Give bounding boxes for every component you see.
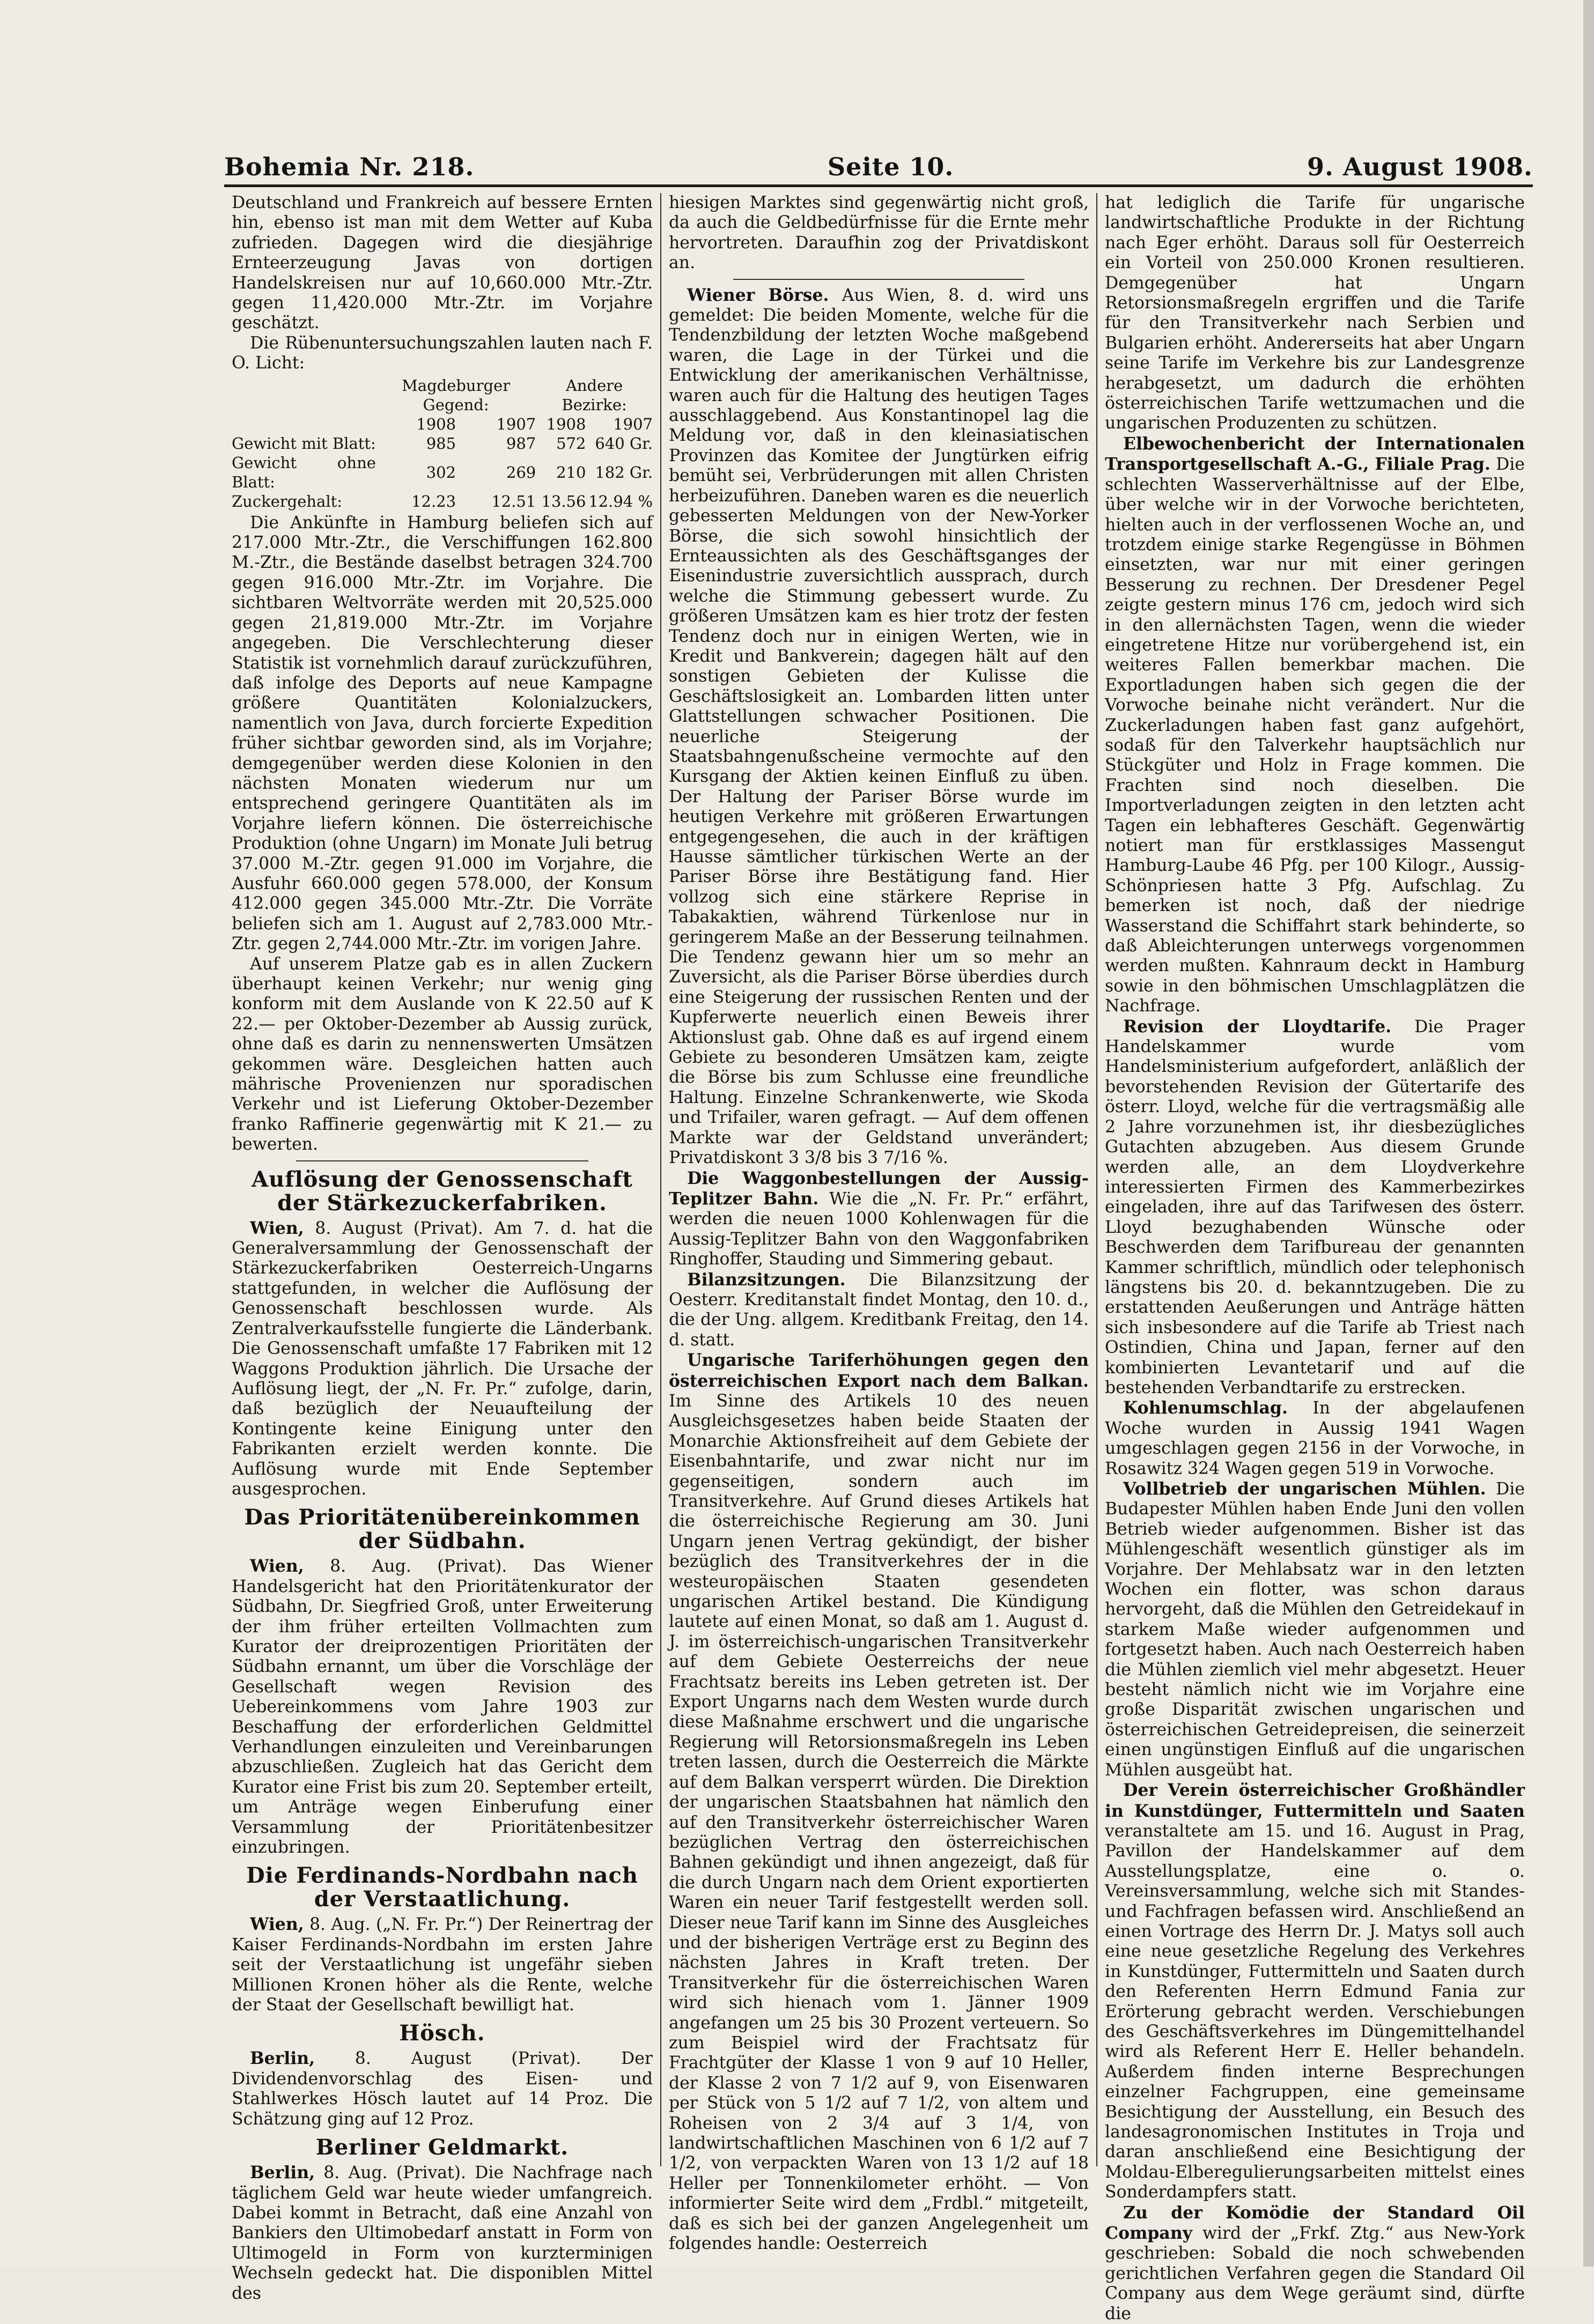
paragraph: Der Verein österreichischer Großhändler in Kunstdünger, Futtermitteln und Saaten veranstaltete am 15. und 16. August in Prag, Pavillon der Handelskammer auf dem Ausstellungsplatze, eine o. o. Vereinsversammlung, welche sich mit Standes- und Fachfragen befassen wird. Anschließend an einen Vortrage des Herrn Dr. J. Matys soll auch eine neue gesetzliche Regelung des Verkehres in Kunstdünger, Futtermitteln und Saaten durch den Referenten Herrn Edmund Fania zur Erörterung gebracht werden. Verschiebungen des Geschäftsverkehres im Düngemittelhandel wird als Referent Herr E. Heller behandeln. Außerdem finden interne Besprechungen einzelner Fachgruppen, eine gemeinsame Besichtigung der Ausstellung, ein Besuch des landesagronomischen Institutes in Troja und daran anschließend eine Besichtigung der Moldau-Elberegulierungsarbeiten mittelst eines Sonderdampfers statt.: [1105, 1780, 1525, 2202]
paragraph: hiesigen Marktes sind gegenwärtig nicht groß, da auch die Geldbedürfnisse für die Ernte mehr hervortreten. Daraufhin zog der Privatdiskont an.: [669, 193, 1089, 273]
paragraph: Die Ankünfte in Hamburg beliefen sich auf 217.000 Mtr.-Ztr., die Verschiffungen 162.800 M.-Ztr., die Bestände daselbst betragen 324.700 gegen 916.000 Mtr.-Ztr. im Vorjahre. Die sichtbaren Weltvorräte werden mit 20,525.000 gegen 21,819.000 Mtr.-Ztr. im Vorjahre angegeben. Die Verschlechterung dieser Statistik ist vornehmlich darauf zurückzuführen, daß infolge des Deports auf neue Kampagne größere Quantitäten Kolonialzuckers, namentlich von Java, durch forcierte Expedition früher sichtbar geworden sind, als im Vorjahre; demgegenüber werden diese Kolonien in den nächsten Monaten wiederum nur um entsprechend geringere Quantitäten als im Vorjahre liefern können. Die österreichische Produktion (ohne Ungarn) im Monate Juli betrug 37.000 M.-Ztr. gegen 91.000 im Vorjahre, die Ausfuhr 660.000 gegen 578.000, der Konsum 412.000 gegen 345.000 Mtr.-Ztr. Die Vorräte beliefen sich am 1. August auf 2,783.000 Mtr.-Ztr. gegen 2,744.000 Mtr.-Ztr. im vorigen Jahre.: [232, 513, 653, 954]
dateline: Wiener Börse.: [687, 285, 829, 305]
header-rule: [224, 184, 1533, 187]
dateline: Wien,: [250, 1914, 304, 1935]
article-heading: Die Ferdinands-Nordbahn nach der Verstaatlichung.: [246, 1863, 639, 1912]
column-2: [660, 193, 1096, 2254]
header-date: 9. August 1908.: [1307, 152, 1533, 181]
dateline: Berlin,: [250, 2163, 315, 2183]
paragraph: Berlin, 8. Aug. (Privat). Die Nachfrage nach täglichem Geld war heute wieder umfangreich. Dabei kommt in Betracht, daß eine Anzahl von Bankiers den Ultimobedarf anstatt in Form von Ultimogeld in Form von kurzterminigen Wechseln gedeckt hat. Die disponiblen Mittel des: [232, 2163, 653, 2303]
article-heading: Hösch.: [399, 2020, 485, 2046]
dateline: Wien,: [250, 1218, 304, 1238]
paragraph: Kohlenumschlag. In der abgelaufenen Woche wurden in Aussig 1941 Wagen umgeschlagen gegen 2156 in der Vorwoche, in Rosawitz 324 Wagen gegen 519 in Vorwoche.: [1105, 1398, 1525, 1478]
section-divider: [296, 1160, 588, 1161]
article-heading: Auflösung der Genossenschaft der Stärkezuckerfabriken.: [252, 1166, 633, 1216]
dateline: Revision der Lloydtarife.: [1123, 1016, 1392, 1037]
dateline: Kohlenumschlag.: [1123, 1398, 1288, 1418]
header-issue: Bohemia Nr. 218.: [224, 152, 475, 181]
paragraph: Elbewochenbericht der Internationalen Transportgesellschaft A.-G., Filiale Prag. Die schlechten Wasserverhältnisse auf der Elbe, über welche wir in der Vorwoche berichteten, hielten auch in der verflossenen Woche an, und trotzdem einige starke Regengüsse in Böhmen einsetzten, war nur mit einer geringen Besserung zu rechnen. Der Dresdener Pegel zeigte gestern minus 176 cm, jedoch wird sich in den allernächsten Tagen, wenn die wieder eingetretene Hitze nur vorübergehend ist, ein weiteres Fallen bemerkbar machen. Die Exportladungen haben sich gegen die der Vorwoche beinahe nicht verändert. Nur die Zuckerladungen haben fast ganz aufgehört, sodaß für den Talverkehr hauptsächlich nur Stückgüter und Holz in Frage kommen. Die Frachten sind noch dieselben. Die Importverladungen zeigten in den letzten acht Tagen ein lebhafteres Geschäft. Gegenwärtig notiert man für erstklassiges Massengut Hamburg-Laube 46 Pfg. per 100 Kilogr., Aussig-Schönpriesen hatte 3 Pfg. Aufschlag. Zu bemerken ist noch, daß der niedrige Wasserstand die Schiffahrt stark behinderte, so daß Ableichterungen unterwegs vorgenommen werden mußten. Kahnraum deckt in Hamburg sowie in den böhmischen Umschlagplätzen die Nachfrage.: [1105, 433, 1525, 1016]
dateline: Wien,: [250, 1556, 304, 1577]
paragraph: Wien, 8. Aug. (Privat). Das Wiener Handelsgericht hat den Prioritätenkurator der Südbahn, Dr. Siegfried Groß, unter Erweiterung der ihm früher erteilten Vollmachten zum Kurator der dreiprozentigen Prioritäten der Südbahn ernannt, um über die Vorschläge der Gesellschaft wegen Revision des Uebereinkommens vom Jahre 1903 zur Beschaffung der erforderlichen Geldmittel Verhandlungen einzuleiten und Vereinbarungen abzuschließen. Zugleich hat das Gericht dem Kurator eine Frist bis zum 20. September erteilt, um Anträge wegen Einberufung einer Versammlung der Prioritätenbesitzer einzubringen.: [232, 1556, 653, 1857]
section-divider: [733, 279, 1024, 280]
dateline: Vollbetrieb der ungarischen Mühlen.: [1123, 1479, 1486, 1499]
paragraph: Die Waggonbestellungen der Aussig-Teplitzer Bahn. Wie die „N. Fr. Pr.“ erfährt, werden die neuen 1000 Kohlenwagen für die Aussig-Teplitzer Bahn von den Waggonfabriken Ringhoffer, Stauding und Simmering gebaut.: [669, 1168, 1089, 1269]
paragraph: Wien, 8. Aug. („N. Fr. Pr.“) Der Reinertrag der Kaiser Ferdinands-Nordbahn im ersten Jahre seit der Verstaatlichung ist ungefähr sieben Millionen Kronen höher als die Rente, welche der Staat der Gesellschaft bewilligt hat.: [232, 1914, 653, 2015]
dateline: Die Waggonbestellungen der Aussig-Teplitzer Bahn.: [669, 1168, 1089, 1209]
column-3: [1096, 193, 1532, 2323]
dateline: Berlin,: [250, 2048, 315, 2069]
table-row: Gewicht ohne Blatt: 302 269 210 182 Gr.: [232, 453, 653, 491]
paragraph: Die Rübenuntersuchungszahlen lauten nach F. O. Licht:: [232, 333, 653, 373]
dateline: Bilanzsitzungen.: [687, 1269, 846, 1290]
dateline: Elbewochenbericht der Internationalen Transportgesellschaft A.-G., Filiale Prag.: [1105, 433, 1525, 475]
paragraph: Berlin, 8. August (Privat). Der Dividendenvorschlag des Eisen- und Stahlwerkes Hösch lautet auf 14 Proz. Die Schätzung ging auf 12 Proz.: [232, 2048, 653, 2129]
table-header-row: 1908 1907 1908 1907: [416, 415, 653, 433]
article-heading: Das Prioritätenübereinkommen der Südbahn.: [244, 1505, 640, 1554]
table-row: Gewicht mit Blatt: 985 987 572 640 Gr.: [232, 434, 653, 453]
page-header: [224, 144, 1533, 181]
table-header-row: Magdeburger Gegend: Andere Bezirke:: [402, 376, 627, 414]
paragraph: Deutschland und Frankreich auf bessere Ernten hin, ebenso ist man mit dem Wetter auf Kuba zufrieden. Dagegen wird die diesjährige Ernteerzeugung Javas von dortigen Handelskreisen nur auf 10,660.000 Mtr.-Ztr. gegen 11,420.000 Mtr.-Ztr. im Vorjahre geschätzt.: [232, 193, 653, 333]
page-edge: [1583, 0, 1594, 2267]
paragraph: hat lediglich die Tarife für ungarische landwirtschaftliche Produkte in der Richtung nach Eger erhöht. Daraus soll für Oesterreich ein Vorteil von 250.000 Kronen resultieren. Demgegenüber hat Ungarn Retorsionsmaßregeln ergriffen und die Tarife für den Transitverkehr nach Serbien und Bulgarien erhöht. Andererseits hat aber Ungarn seine Tarife im Verkehre bis zur Landesgrenze herabgesetzt, um dadurch die erhöhten österreichischen Tarife wettzumachen und die ungarischen Produzenten zu schützen.: [1105, 193, 1525, 433]
paragraph: Auf unserem Platze gab es in allen Zuckern überhaupt keinen Verkehr; nur wenig ging konform mit dem Auslande von K 22.50 auf K 22.— per Oktober-Dezember ab Aussig zurück, ohne daß es darin zu nennenswerten Umsätzen gekommen wäre. Desgleichen hatten auch mährische Provenienzen nur sporadischen Verkehr und ist Lieferung Oktober-Dezember franko Raffinerie gegenwärtig mit K 21.— zu bewerten.: [232, 954, 653, 1154]
paragraph: Wiener Börse. Aus Wien, 8. d. wird uns gemeldet: Die beiden Momente, welche für die Tendenzbildung der letzten Woche maßgebend waren, die Lage in der Türkei und die Entwicklung der amerikanischen Verhältnisse, waren auch für die Haltung des heutigen Tages ausschlaggebend. Aus Konstantinopel lag die Meldung vor, daß in den kleinasiatischen Provinzen das Komitee der Jungtürken eifrig bemüht sei, Verbrüderungen mit allen Christen herbeizuführen. Daneben waren es die neuerlich gebesserten Meldungen von der New-Yorker Börse, die sich sowohl hinsichtlich der Ernteaussichten als des Geschäftsganges der Eisenindustrie zuversichtlich aussprach, durch welche die Stimmung gebessert wurde. Zu größeren Umsätzen kam es hier trotz der festen Tendenz doch nur in einigen Werten, wie in Kredit und Bankverein; dagegen hält auf den sonstigen Gebieten der Kulisse die Geschäftslosigkeit an. Lombarden litten unter Glattstellungen schwacher Positionen. Die neuerliche Steigerung der Staatsbahngenußscheine vermochte auf den Kursgang der Aktien keinen Einfluß zu üben. Der Haltung der Pariser Börse wurde im heutigen Verkehre mit größeren Erwartungen entgegengesehen, die auch in der kräftigen Hausse sämtlicher türkischen Werte an der Pariser Börse ihre Bestätigung fand. Hier vollzog sich eine stärkere Reprise in Tabakaktien, während Türkenlose nur in geringerem Maße an der Besserung teilnahmen. Die Tendenz gewann hier um so mehr an Zuversicht, als die Pariser Börse überdies durch eine Steigerung der russischen Renten und der Kupferwerte neuerlich einen Beweis ihrer Aktionslust gab. Ohne daß es auf irgend einem Gebiete zu besonderen Umsätzen kam, zeigte die Börse bis zum Schlusse eine freundliche Haltung. Einzelne Schrankenwerte, wie Skoda und Trifailer, waren gefragt. — Auf dem offenen Markte war der Geldstand unverändert; Privatdiskont 3 3/8 bis 3 7/16 %.: [669, 285, 1089, 1168]
header-page-number: Seite 10.: [827, 152, 954, 181]
paragraph: Vollbetrieb der ungarischen Mühlen. Die Budapester Mühlen haben Ende Juni den vollen Betrieb wieder aufgenommen. Bisher ist das Mühlengeschäft wesentlich günstiger als im Vorjahre. Der Mehlabsatz war in den letzten Wochen ein flotter, was schon daraus hervorgeht, daß die Mühlen den Getreidekauf in starkem Maße wieder aufgenommen und fortgesetzt haben. Auch nach Oesterreich haben die Mühlen ziemlich viel mehr abgesetzt. Heuer besteht nämlich nicht wie im Vorjahre eine große Disparität zwischen ungarischen und österreichischen Getreidepreisen, die seinerzeit einen ungünstigen Einfluß auf die ungarischen Mühlen ausgeübt hat.: [1105, 1479, 1525, 1780]
table-row: Zuckergehalt: 12.23 12.51 13.56 12.94 %: [232, 492, 653, 510]
dateline: Zu der Komödie der Standard Oil Company: [1105, 2202, 1525, 2244]
beet-statistics-table: [232, 376, 653, 511]
article-columns: [224, 193, 1533, 2323]
paragraph: Wien, 8. August (Privat). Am 7. d. hat die Generalversammlung der Genossenschaft der Stärkezuckerfabriken Oesterreich-Ungarns stattgefunden, in welcher die Auflösung der Genossenschaft beschlossen wurde. Als Zentralverkaufsstelle fungierte die Länderbank. Die Genossenschaft umfaßte 17 Fabriken mit 12 Waggons Produktion jährlich. Die Ursache der Auflösung liegt, der „N. Fr. Pr.“ zufolge, darin, daß bezüglich der Neuaufteilung der Kontingente keine Einigung unter den Fabrikanten erzielt werden konnte. Die Auflösung wurde mit Ende September ausgesprochen.: [232, 1218, 653, 1499]
column-1: [224, 193, 660, 2303]
article-heading: Berliner Geldmarkt.: [315, 2135, 569, 2160]
dateline: Ungarische Tariferhöhungen gegen den österreichischen Export nach dem Balkan.: [669, 1350, 1089, 1391]
paragraph: Ungarische Tariferhöhungen gegen den österreichischen Export nach dem Balkan. Im Sinne des Artikels 10 des neuen Ausgleichsgesetzes haben beide Staaten der Monarchie Aktionsfreiheit auf dem Gebiete der Eisenbahntarife, und zwar nicht nur im gegenseitigen, sondern auch im Transitverkehre. Auf Grund dieses Artikels hat die österreichische Regierung am 30. Juni Ungarn jenen Vertrag gekündigt, der bisher bezüglich des Transitverkehres der in die westeuropäischen Staaten gesendeten ungarischen Artikel bestand. Die Kündigung lautete auf einen Monat, so daß am 1. August d. J. im österreichisch-ungarischen Transitverkehr auf dem Gebiete Oesterreichs der neue Frachtsatz bereits ins Leben getreten ist. Der Export Ungarns nach dem Westen wurde durch diese Maßnahme erschwert und die ungarische Regierung will Retorsionsmaßregeln ins Leben treten lassen, durch die Oesterreich die Märkte auf dem Balkan versperrt würden. Die Direktion der ungarischen Staatsbahnen hat nämlich den auf den Transitverkehr österreichischer Waren bezüglichen Vertrag den österreichischen Bahnen gekündigt und ihnen angezeigt, daß für die durch Ungarn nach dem Orient exportierten Waren ein neuer Tarif festgestellt werden soll. Dieser neue Tarif kann im Sinne des Ausgleiches und der bisherigen Verträge erst zu Beginn des nächsten Jahres in Kraft treten. Der Transitverkehr für die österreichischen Waren wird sich hienach vom 1. Jänner 1909 angefangen um 25 bis 30 Prozent verteuern. So zum Beispiel wird der Frachtsatz für Frachtgüter der Klasse 1 von 9 auf 10 Heller, der Klasse 2 von 7 1/2 auf 9, von Eisenwaren per Stück von 5 1/2 auf 7 1/2, von altem und Roheisen von 2 3/4 auf 3 1/4, von landwirtschaftlichen Maschinen von 6 1/2 auf 7 1/2, von verpackten Waren von 13 1/2 auf 18 Heller per Tonnenkilometer erhöht. — Von informierter Seite wird dem „Frdbl.“ mitgeteilt, daß es sich bei der ganzen Angelegenheit um folgendes handle: Oesterreich: [669, 1350, 1089, 2254]
paragraph: Bilanzsitzungen. Die Bilanzsitzung der Oesterr. Kreditanstalt findet Montag, den 10. d., die der Ung. allgem. Kreditbank Freitag, den 14. d. statt.: [669, 1269, 1089, 1350]
paragraph: Zu der Komödie der Standard Oil Company wird der „Frkf. Ztg.“ aus New-York geschrieben: Sobald die noch schwebenden gerichtlichen Verfahren gegen die Standard Oil Company aus dem Wege geräumt sind, dürfte die: [1105, 2202, 1525, 2323]
dateline: Der Verein österreichischer Großhändler in Kunstdünger, Futtermitteln und Saaten: [1105, 1780, 1525, 1821]
paragraph: Revision der Lloydtarife. Die Prager Handelskammer wurde vom Handelsministerium aufgefordert, anläßlich der bevorstehenden Revision der Gütertarife des österr. Lloyd, welche für die vertragsmäßig alle 2 Jahre vorzunehmen ist, ihr diesbezügliches Gutachten abzugeben. Aus diesem Grunde werden alle, an dem Lloydverkehre interessierten Firmen des Kammerbezirkes eingeladen, ihre auf das Tarifwesen des österr. Lloyd bezughabenden Wünsche oder Beschwerden dem Tarifbureau der genannten Kammer schriftlich, mündlich oder telephonisch längstens bis 20. d. bekanntzugeben. Die zu erstattenden Aeußerungen und Anträge hätten sich insbesondere auf die Tarife ab Triest nach Ostindien, China und Japan, ferner auf den kombinierten Levantetarif und auf die bestehenden Verbandtarife zu erstrecken.: [1105, 1016, 1525, 1397]
